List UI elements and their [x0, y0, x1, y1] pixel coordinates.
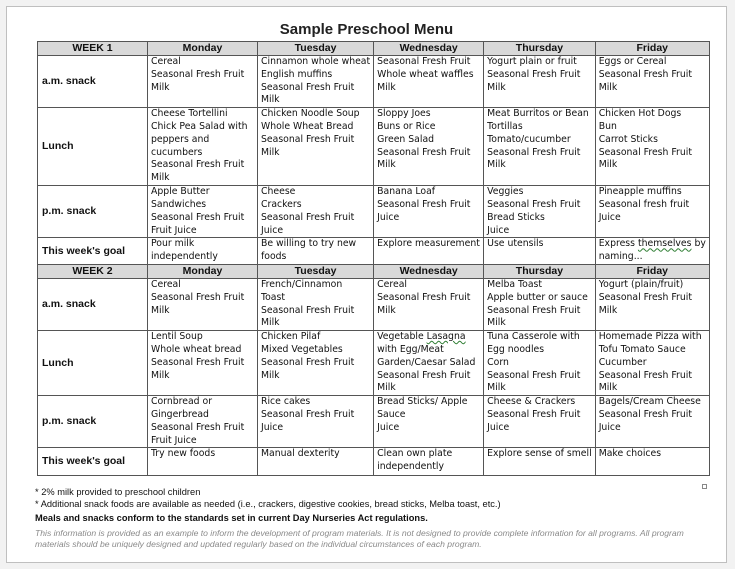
table-row — [38, 448, 710, 476]
menu-cell — [484, 448, 596, 476]
menu-item: Chick Pea Salad with — [151, 120, 248, 132]
menu-item: Milk — [151, 172, 170, 184]
menu-cell — [374, 56, 484, 108]
footnote-snacks: * Additional snack foods are available as needed (i.e., crackers, digestive cookies, bread sticks, Melba toast, etc.) — [35, 499, 501, 509]
menu-cell — [374, 186, 484, 238]
meal-label: This week's goal — [38, 238, 148, 265]
menu-item: Seasonal Fresh Fruit — [151, 68, 245, 80]
menu-item: Whole Wheat Bread — [261, 120, 354, 132]
menu-item: Milk — [261, 146, 280, 158]
menu-cell — [258, 396, 374, 448]
menu-item: Pour milk — [151, 238, 195, 250]
day-header: Wednesday — [374, 264, 484, 278]
menu-item: Chicken Hot Dogs — [598, 108, 682, 120]
day-header: Friday — [595, 264, 709, 278]
menu-item: Seasonal Fresh Fruit — [598, 408, 692, 420]
table-row — [38, 56, 710, 108]
table-row — [38, 278, 710, 330]
day-header: Thursday — [484, 264, 596, 278]
menu-cell — [595, 331, 709, 396]
menu-cell — [148, 186, 258, 238]
menu-item: Milk — [377, 382, 396, 394]
menu-item: Corn — [487, 356, 509, 368]
menu-item: Seasonal Fresh Fruit — [261, 81, 355, 93]
menu-item: Manual dexterity — [261, 448, 340, 460]
menu-item: Milk — [487, 317, 506, 329]
table-row — [38, 396, 710, 448]
menu-cell — [595, 56, 709, 108]
menu-cell — [258, 238, 374, 265]
menu-cell — [258, 448, 374, 476]
menu-item: Melba Toast — [487, 278, 543, 290]
menu-item: Green Salad — [377, 133, 435, 145]
menu-item: Milk — [377, 159, 396, 171]
menu-item: Seasonal Fresh Fruit — [598, 369, 692, 381]
menu-item: Express themselves by — [598, 238, 706, 250]
menu-item: Juice — [487, 224, 510, 236]
week-header-row — [38, 42, 710, 56]
menu-item: Seasonal Fresh Fruit — [151, 159, 245, 171]
meal-label: p.m. snack — [38, 186, 148, 238]
menu-item: Seasonal Fresh Fruit — [261, 356, 355, 368]
day-header: Tuesday — [258, 264, 374, 278]
day-header: Thursday — [484, 42, 596, 56]
menu-item: Lentil Soup — [151, 331, 203, 343]
menu-item: Fruit Juice — [151, 224, 197, 236]
menu-item: Buns or Rice — [377, 120, 436, 132]
week-header-row — [38, 264, 710, 278]
menu-table — [37, 41, 710, 476]
table-row — [38, 186, 710, 238]
menu-item: Seasonal Fresh Fruit — [487, 369, 581, 381]
week-label: WEEK 2 — [38, 264, 148, 278]
menu-cell — [595, 238, 709, 265]
meal-label: p.m. snack — [38, 396, 148, 448]
menu-item: Garden/Caesar Salad — [377, 356, 476, 368]
day-header: Monday — [148, 42, 258, 56]
menu-item: Milk — [598, 81, 618, 93]
menu-cell — [595, 278, 709, 330]
menu-item: French/Cinnamon — [261, 278, 343, 290]
menu-item: cucumbers — [151, 146, 203, 158]
menu-cell — [258, 56, 374, 108]
table-row — [38, 108, 710, 186]
menu-item: Juice — [261, 421, 284, 433]
menu-item: independently — [377, 461, 445, 473]
menu-item: Fruit Juice — [151, 434, 197, 446]
menu-item: foods — [261, 251, 287, 263]
menu-item: Seasonal Fresh Fruit — [377, 291, 471, 303]
menu-item: Seasonal Fresh Fruit — [487, 198, 581, 210]
menu-item: Seasonal Fresh Fruit — [261, 408, 355, 420]
menu-item: Tomato/cucumber — [487, 133, 571, 145]
menu-item: Milk — [598, 159, 618, 171]
footnotes — [35, 486, 715, 524]
day-header: Friday — [595, 42, 709, 56]
menu-item: Pineapple muffins — [598, 186, 682, 198]
menu-item: Milk — [598, 304, 618, 316]
menu-item: Juice — [598, 211, 621, 223]
menu-cell — [148, 448, 258, 476]
menu-cell — [595, 186, 709, 238]
menu-item: Toast — [261, 291, 285, 303]
menu-item: English muffins — [261, 68, 333, 80]
menu-item: Juice — [487, 421, 510, 433]
menu-item: Seasonal Fresh Fruit — [261, 304, 355, 316]
menu-item: Milk — [377, 304, 396, 316]
menu-item: Cereal — [151, 278, 181, 290]
menu-item: Seasonal Fresh Fruit — [598, 146, 692, 158]
menu-item: Sandwiches — [151, 198, 207, 210]
menu-cell — [374, 238, 484, 265]
menu-item: Sloppy Joes — [377, 108, 431, 120]
meal-label: Lunch — [38, 331, 148, 396]
menu-item: Rice cakes — [261, 396, 311, 408]
menu-item: Milk — [598, 382, 618, 394]
document-page — [6, 6, 727, 563]
menu-cell — [258, 331, 374, 396]
menu-item: Seasonal Fresh Fruit — [377, 56, 471, 67]
menu-item: Cereal — [377, 278, 407, 290]
menu-cell — [595, 108, 709, 186]
menu-item: independently — [151, 251, 218, 263]
menu-item: Yogurt plain or fruit — [487, 56, 577, 67]
menu-cell — [148, 331, 258, 396]
meal-label: Lunch — [38, 108, 148, 186]
menu-item: Try new foods — [151, 448, 216, 460]
menu-item: Clean own plate — [377, 448, 453, 460]
menu-item: Gingerbread — [151, 408, 209, 420]
menu-item: Meat Burritos or Bean — [487, 108, 589, 120]
footnote-milk: * 2% milk provided to preschool children — [35, 487, 201, 497]
menu-cell — [374, 278, 484, 330]
menu-item: Seasonal Fresh Fruit — [377, 146, 471, 158]
menu-item: Sauce — [377, 408, 406, 420]
menu-item: Mixed Vegetables — [261, 343, 343, 355]
menu-item: Cheese & Crackers — [487, 396, 576, 408]
menu-item: Milk — [261, 317, 280, 329]
menu-item: Juice — [377, 421, 400, 433]
menu-cell — [374, 331, 484, 396]
menu-item: Whole wheat bread — [151, 343, 242, 355]
menu-cell — [148, 108, 258, 186]
menu-item: peppers and — [151, 133, 210, 145]
menu-item: Chicken Noodle Soup — [261, 108, 360, 120]
menu-item: Milk — [487, 382, 506, 394]
menu-cell — [374, 108, 484, 186]
menu-item: Cheese Tortellini — [151, 108, 228, 120]
regulation-note: Meals and snacks conform to the standards set in current Day Nurseries Act regulations. — [35, 513, 428, 523]
menu-item: Use utensils — [487, 238, 544, 250]
menu-cell — [374, 448, 484, 476]
menu-item: Seasonal Fresh Fruit — [377, 369, 471, 381]
menu-item: Chicken Pilaf — [261, 331, 321, 343]
menu-item: Yogurt (plain/fruit) — [598, 278, 684, 290]
menu-item: Seasonal Fresh Fruit — [261, 133, 355, 145]
menu-item: Explore measurement — [377, 238, 480, 250]
menu-item: Apple Butter — [151, 186, 210, 198]
day-header: Monday — [148, 264, 258, 278]
menu-cell — [484, 186, 596, 238]
menu-item: Seasonal Fresh Fruit — [598, 291, 692, 303]
menu-item: Seasonal Fresh Fruit — [151, 421, 245, 433]
menu-item: Seasonal Fresh Fruit — [598, 68, 692, 80]
menu-cell — [258, 108, 374, 186]
menu-item: Egg noodles — [487, 343, 545, 355]
menu-item: Cinnamon whole wheat — [261, 56, 371, 67]
menu-cell — [484, 238, 596, 265]
menu-cell — [148, 396, 258, 448]
meal-label: a.m. snack — [38, 278, 148, 330]
menu-item: Milk — [377, 81, 396, 93]
menu-item: Seasonal Fresh Fruit — [487, 68, 581, 80]
menu-item: Eggs or Cereal — [598, 56, 667, 67]
day-header: Tuesday — [258, 42, 374, 56]
menu-item: Seasonal Fresh Fruit — [487, 408, 581, 420]
menu-cell — [374, 396, 484, 448]
menu-cell — [148, 278, 258, 330]
menu-item: Cheese — [261, 186, 296, 198]
menu-item: naming... — [598, 251, 643, 263]
menu-item: Seasonal Fresh Fruit — [261, 211, 355, 223]
menu-item: Be willing to try new — [261, 238, 357, 250]
menu-item: Milk — [151, 369, 170, 381]
menu-cell — [258, 186, 374, 238]
meal-label: a.m. snack — [38, 56, 148, 108]
menu-item: Milk — [487, 81, 506, 93]
menu-cell — [484, 396, 596, 448]
menu-item: Juice — [377, 211, 400, 223]
menu-cell — [484, 108, 596, 186]
menu-cell — [148, 238, 258, 265]
menu-item: Milk — [151, 304, 170, 316]
disclaimer-text: This information is provided as an example to inform the development of program materials. It is not designed to provide complete information for all programs. All program materials should be uniquely designed and updated regularly based on the individual circumstances of each program. — [35, 528, 684, 549]
menu-item: Cucumber — [598, 356, 647, 368]
menu-item: with Egg/Meat — [377, 343, 444, 355]
menu-item: Crackers — [261, 198, 302, 210]
meal-label: This week's goal — [38, 448, 148, 476]
menu-item: Cornbread or — [151, 396, 213, 408]
table-row — [38, 331, 710, 396]
menu-item: Whole wheat waffles — [377, 68, 474, 80]
menu-item: Carrot Sticks — [598, 133, 658, 145]
menu-item: Tortillas — [487, 120, 523, 132]
menu-item: Apple butter or sauce — [487, 291, 588, 303]
menu-item: Milk — [487, 159, 506, 171]
menu-item: Bagels/Cream Cheese — [598, 396, 701, 408]
menu-item: Milk — [151, 81, 170, 93]
menu-item: Make choices — [598, 448, 662, 460]
menu-item: Tuna Casserole with — [487, 331, 580, 343]
day-header: Wednesday — [374, 42, 484, 56]
menu-item: Seasonal Fresh Fruit — [377, 198, 471, 210]
menu-item: Explore sense of smell — [487, 448, 592, 460]
menu-item: Vegetable Lasagna — [377, 331, 466, 343]
menu-item: Seasonal Fresh Fruit — [487, 146, 581, 158]
menu-cell — [484, 331, 596, 396]
menu-cell — [148, 56, 258, 108]
menu-item: Seasonal Fresh Fruit — [487, 304, 581, 316]
menu-item: Milk — [261, 369, 280, 381]
menu-item: Seasonal Fresh Fruit — [151, 356, 245, 368]
menu-cell — [484, 56, 596, 108]
week-label: WEEK 1 — [38, 42, 148, 56]
menu-item: Tofu Tomato Sauce — [598, 343, 686, 355]
menu-item: Juice — [598, 421, 621, 433]
menu-item: Bun — [598, 120, 617, 132]
menu-item: Cereal — [151, 56, 181, 67]
menu-item: Bread Sticks/ Apple — [377, 396, 468, 408]
menu-item: Banana Loaf — [377, 186, 436, 198]
menu-cell — [258, 278, 374, 330]
menu-cell — [595, 448, 709, 476]
menu-item: Milk — [261, 94, 280, 106]
menu-item: Seasonal Fresh Fruit — [151, 291, 245, 303]
page-title: Sample Preschool Menu — [279, 21, 454, 38]
menu-item: Homemade Pizza with — [598, 331, 702, 343]
menu-item: Juice — [261, 224, 284, 236]
menu-cell — [484, 278, 596, 330]
menu-item: Bread Sticks — [487, 211, 545, 223]
menu-item: Veggies — [487, 186, 524, 198]
menu-item: Seasonal fresh fruit — [598, 198, 690, 210]
menu-cell — [595, 396, 709, 448]
table-row — [38, 238, 710, 265]
menu-item: Seasonal Fresh Fruit — [151, 211, 245, 223]
